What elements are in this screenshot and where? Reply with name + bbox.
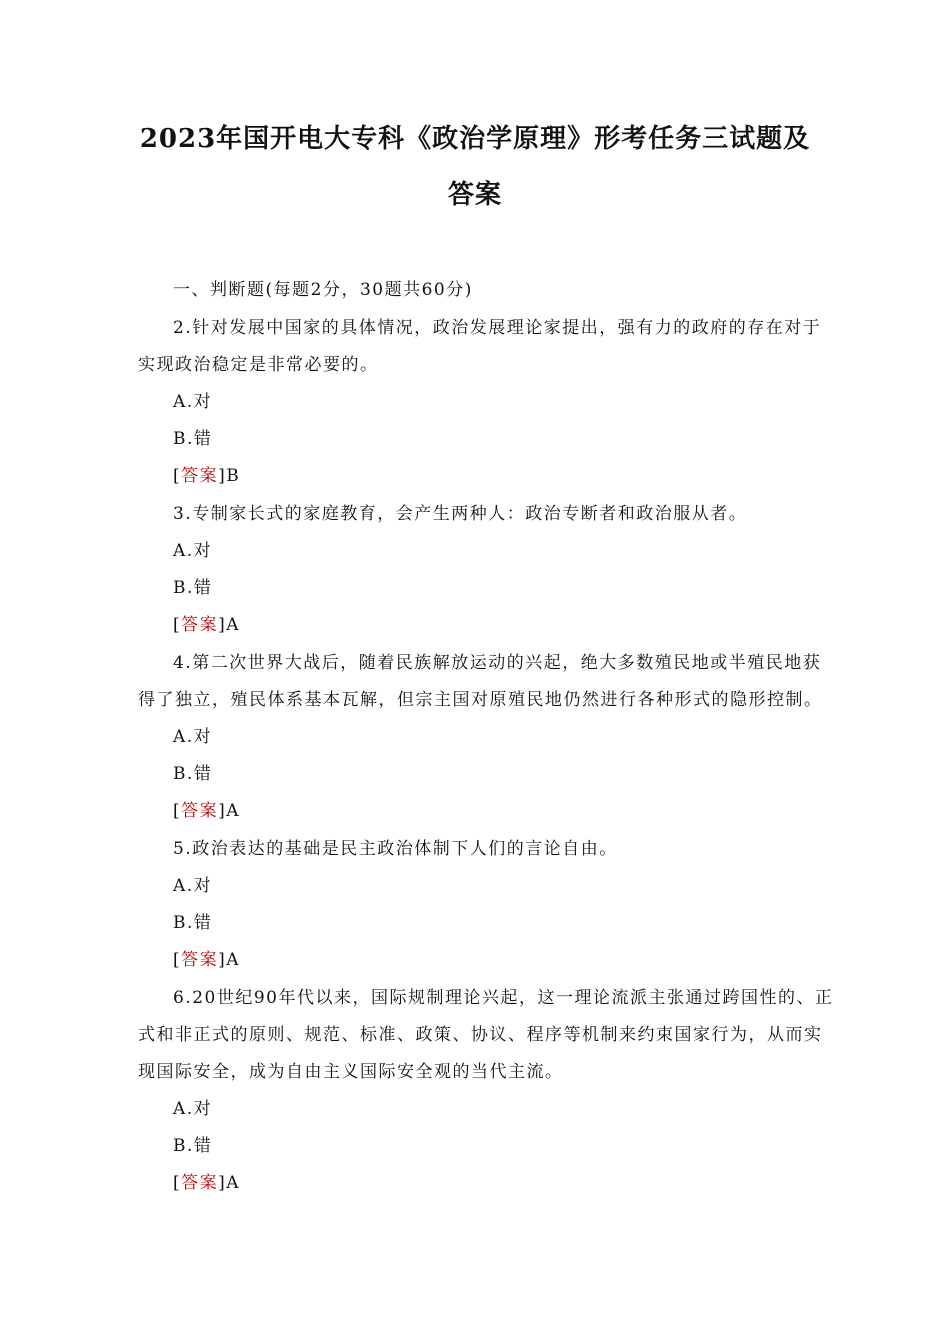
answer-line bbox=[173, 610, 240, 635]
answer-label: 答案 bbox=[181, 615, 219, 635]
answer-value: A bbox=[226, 615, 241, 635]
option-b: B.错 bbox=[173, 1136, 213, 1156]
question-text: 4.第二次世界大战后，随着民族解放运动的兴起，绝大多数殖民地或半殖民地获 bbox=[173, 653, 822, 673]
question-text: 现国际安全，成为自由主义国际安全观的当代主流。 bbox=[138, 1062, 564, 1082]
answer-value: A bbox=[226, 950, 241, 970]
question-text: 6.20世纪90年代以来，国际规制理论兴起，这一理论流派主张通过跨国性的、正 bbox=[173, 988, 834, 1008]
option-b: B.错 bbox=[173, 429, 213, 449]
option-a: A.对 bbox=[173, 541, 213, 561]
answer-value: A bbox=[226, 801, 241, 821]
answer-bracket-open: [ bbox=[173, 950, 182, 970]
question-text: 2.针对发展中国家的具体情况，政治发展理论家提出，强有力的政府的存在对于 bbox=[173, 318, 822, 338]
answer-bracket-open: [ bbox=[173, 615, 182, 635]
document-title-line-1: 2023年国开电大专科《政治学原理》形考任务三试题及 bbox=[139, 124, 811, 154]
answer-value: B bbox=[226, 466, 241, 486]
answer-bracket-close: ] bbox=[218, 466, 227, 486]
answer-label: 答案 bbox=[181, 466, 219, 486]
question-text: 实现政治稳定是非常必要的。 bbox=[138, 355, 379, 375]
option-b: B.错 bbox=[173, 578, 213, 598]
document-title-line-2: 答案 bbox=[447, 180, 502, 210]
answer-bracket-open: [ bbox=[173, 801, 182, 821]
option-a: A.对 bbox=[173, 727, 213, 747]
option-b: B.错 bbox=[173, 764, 213, 784]
answer-line bbox=[173, 945, 240, 970]
answer-bracket-close: ] bbox=[218, 950, 227, 970]
option-a: A.对 bbox=[173, 392, 213, 412]
question-text: 式和非正式的原则、规范、标准、政策、协议、程序等机制来约束国家行为，从而实 bbox=[138, 1025, 823, 1045]
question-text: 5.政治表达的基础是民主政治体制下人们的言论自由。 bbox=[173, 839, 618, 859]
answer-line bbox=[173, 461, 240, 486]
option-a: A.对 bbox=[173, 1099, 213, 1119]
question-text: 得了独立，殖民体系基本瓦解，但宗主国对原殖民地仍然进行各种形式的隐形控制。 bbox=[138, 690, 823, 710]
answer-label: 答案 bbox=[181, 950, 219, 970]
question-text: 3.专制家长式的家庭教育，会产生两种人：政治专断者和政治服从者。 bbox=[173, 504, 748, 524]
answer-bracket-close: ] bbox=[218, 1173, 227, 1193]
option-a: A.对 bbox=[173, 876, 213, 896]
answer-bracket-open: [ bbox=[173, 1173, 182, 1193]
answer-label: 答案 bbox=[181, 1173, 219, 1193]
answer-bracket-close: ] bbox=[218, 801, 227, 821]
answer-bracket-close: ] bbox=[218, 615, 227, 635]
answer-bracket-open: [ bbox=[173, 466, 182, 486]
option-b: B.错 bbox=[173, 913, 213, 933]
answer-value: A bbox=[226, 1173, 241, 1193]
answer-line bbox=[173, 1168, 240, 1193]
answer-line bbox=[173, 796, 240, 821]
section-heading: 一、判断题(每题2分，30题共60分) bbox=[173, 280, 473, 300]
answer-label: 答案 bbox=[181, 801, 219, 821]
